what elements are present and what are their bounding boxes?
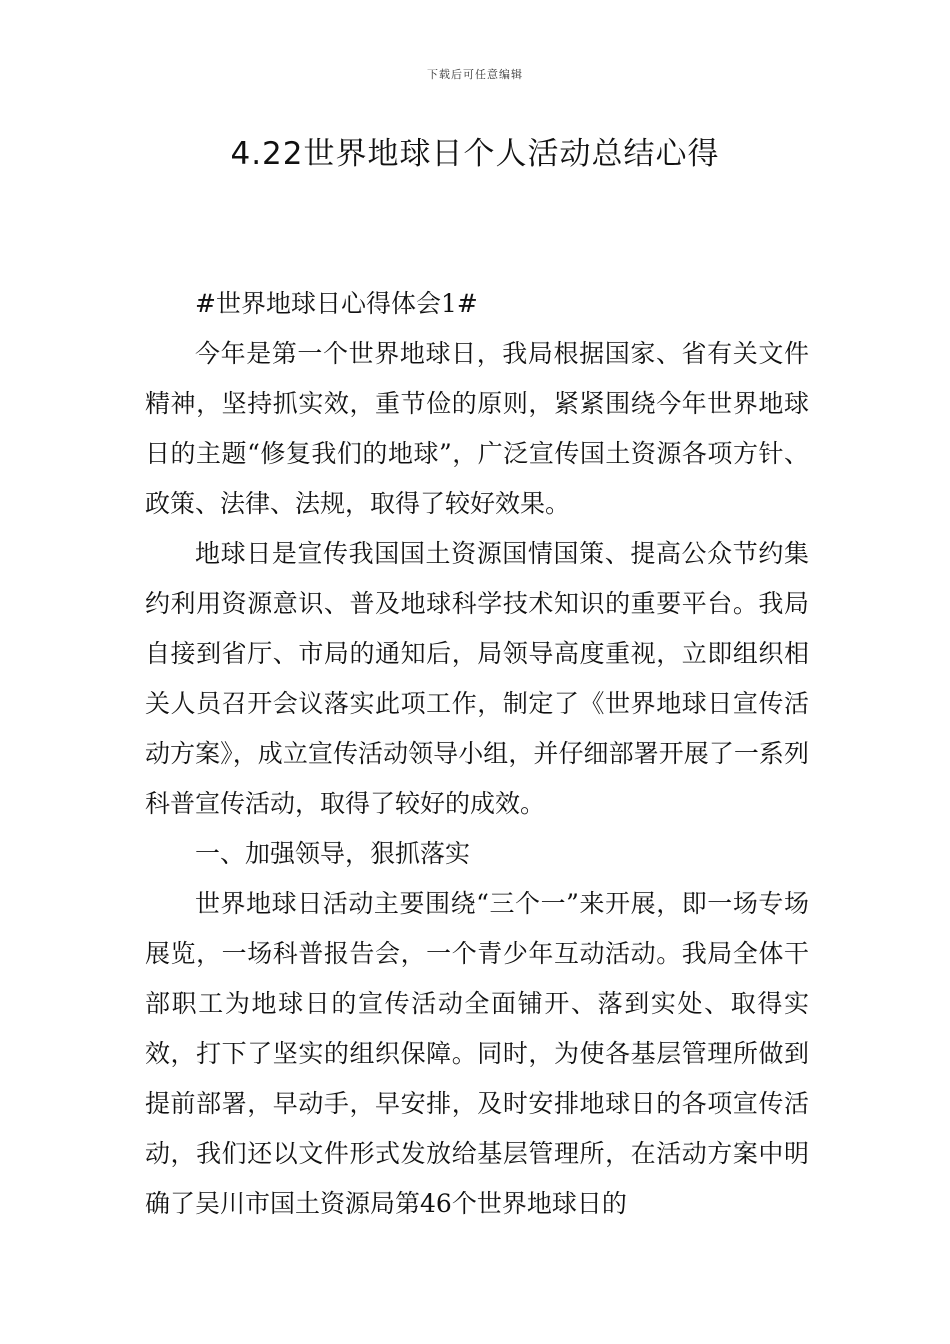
subsection-heading: 一、加强领导，狠抓落实 [195,839,471,868]
paragraph: 地球日是宣传我国国土资源国情国策、提高公众节约集约利用资源意识、普及地球科学技术知识的重要平台。我局自接到省厅、市局的通知后，局领导高度重视，立即组织相关人员召开会议落实此项工作，制定了《世界地球日宣传活动方案》，成立宣传活动领导小组，并仔细部署开展了一系列科普宣传活动，取得了较好的成效。 [145,539,809,818]
header-note: 下载后可任意编辑 [427,68,523,81]
paragraph: 世界地球日活动主要围绕“三个一”来开展，即一场专场展览，一场科普报告会，一个青少年互动活动。我局全体干部职工为地球日的宣传活动全面铺开、落到实处、取得实效，打下了坚实的组织保障。同时，为使各基层管理所做到提前部署，早动手，早安排，及时安排地球日的各项宣传活动，我们还以文件形式发放给基层管理所，在活动方案中明确了吴川市国土资源局第46个世界地球日的 [145,889,809,1218]
document-title: 4.22世界地球日个人活动总结心得 [230,136,720,172]
section-heading: #世界地球日心得体会1# [195,289,478,318]
paragraph: 今年是第一个世界地球日，我局根据国家、省有关文件精神，坚持抓实效，重节俭的原则，紧紧围绕今年世界地球日的主题“修复我们的地球”，广泛宣传国土资源各项方针、政策、法律、法规，取得了较好效果。 [145,339,809,518]
document-body [145,279,809,1229]
